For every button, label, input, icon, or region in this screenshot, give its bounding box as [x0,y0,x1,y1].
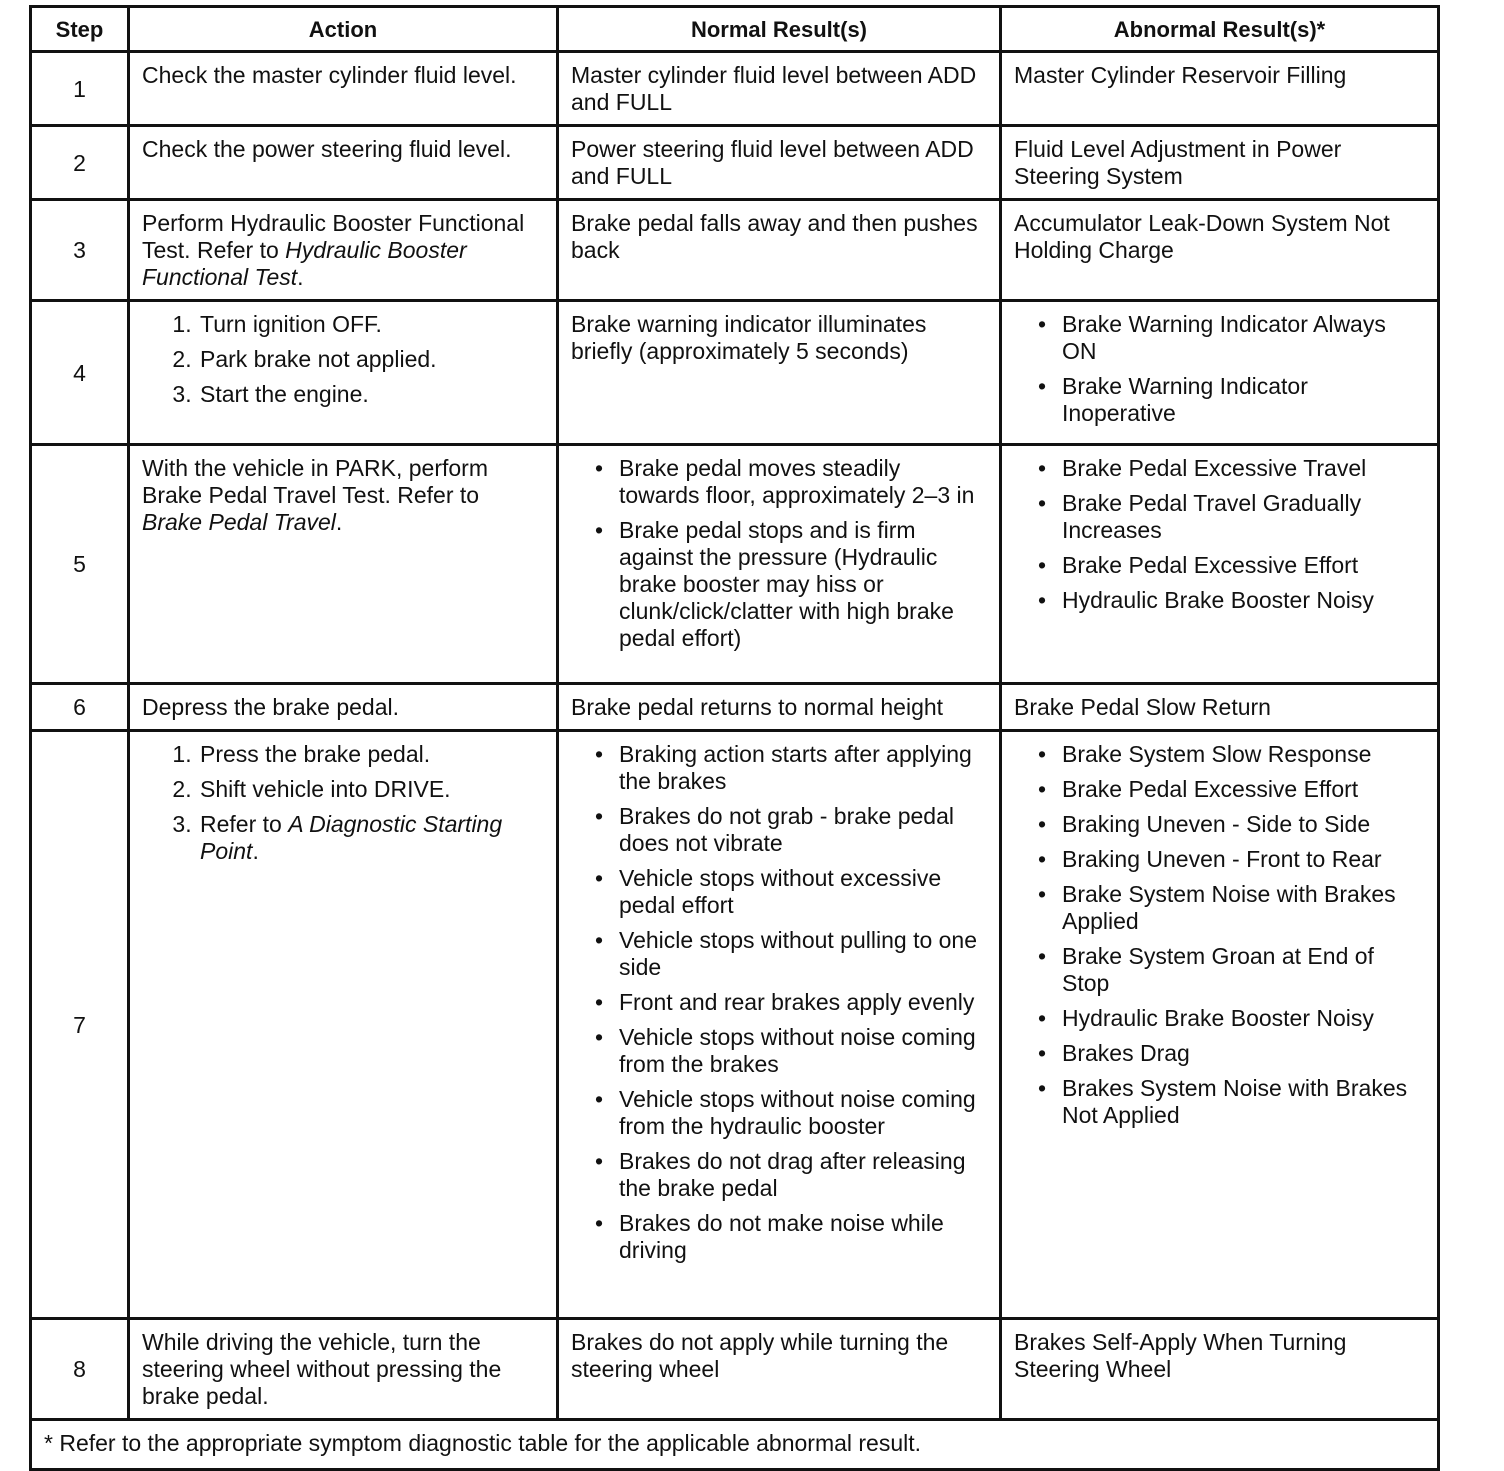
normal-result-cell: Brakes do not apply while turning the steering wheel [558,1319,1001,1420]
header-abnormal-results: Abnormal Result(s)* [1001,7,1439,52]
table-row [31,1319,1439,1420]
action-steps-list [142,311,544,408]
list-item [198,811,544,865]
table-row [31,445,1439,684]
abnormal-result-cell: Brakes Self-Apply When Turning Steering Wheel [1001,1319,1439,1420]
table-row [31,684,1439,731]
normal-result-cell: Brake warning indicator illuminates briefly (approximately 5 seconds) [558,301,1001,445]
action-text-end: . [297,264,304,290]
abnormal-list [1014,311,1425,427]
list-item-text: Refer to [200,811,289,837]
list-item: • Brakes Drag [1062,1040,1425,1067]
list-item: • Braking Uneven - Front to Rear [1062,846,1425,873]
step-number: 1 [31,52,129,126]
normal-result-cell [558,731,1001,1319]
step-number: 3 [31,200,129,301]
list-item: • Vehicle stops without noise coming from the brakes [619,1024,987,1078]
list-item: • Brake Pedal Excessive Effort [1062,776,1425,803]
footnote-row [31,1420,1439,1470]
list-item: • Brake System Slow Response [1062,741,1425,768]
normal-result-cell: Brake pedal returns to normal height [558,684,1001,731]
action-cell: While driving the vehicle, turn the steering wheel without pressing the brake pedal. [129,1319,558,1420]
list-item: • Hydraulic Brake Booster Noisy [1062,1005,1425,1032]
action-cell: Check the power steering fluid level. [129,126,558,200]
abnormal-result-cell: Accumulator Leak-Down System Not Holding Charge [1001,200,1439,301]
abnormal-result-cell: Master Cylinder Reservoir Filling [1001,52,1439,126]
action-reference: Hydraulic Booster Functional Test [142,237,467,290]
abnormal-list [1014,455,1425,614]
list-item: • Brake System Groan at End of Stop [1062,943,1425,997]
normal-result-cell: Power steering fluid level between ADD and FULL [558,126,1001,200]
table-row [31,200,1439,301]
normal-result-cell [558,445,1001,684]
list-item: 3. Start the engine. [198,381,544,408]
abnormal-result-cell: Brake Pedal Slow Return [1001,684,1439,731]
header-action: Action [129,7,558,52]
footnote: * Refer to the appropriate symptom diagnostic table for the applicable abnormal result. [31,1420,1439,1470]
action-cell [129,301,558,445]
list-item: • Brake System Noise with Brakes Applied [1062,881,1425,935]
abnormal-result-cell [1001,445,1439,684]
list-item: • Brake Pedal Travel Gradually Increases [1062,490,1425,544]
list-item: 1. Press the brake pedal. [198,741,544,768]
list-item: • Vehicle stops without noise coming from the hydraulic booster [619,1086,987,1140]
list-item: • Brake Pedal Excessive Travel [1062,455,1425,482]
abnormal-list [1014,741,1425,1129]
abnormal-result-cell [1001,301,1439,445]
table-row [31,731,1439,1319]
header-normal-results: Normal Result(s) [558,7,1001,52]
list-item: • Brake pedal moves steadily towards floor, approximately 2–3 in [619,455,987,509]
action-cell: Depress the brake pedal. [129,684,558,731]
list-item: • Braking action starts after applying the brakes [619,741,987,795]
list-item: • Brake Warning Indicator Inoperative [1062,373,1425,427]
step-number: 8 [31,1319,129,1420]
action-steps-list [142,741,544,865]
normal-list [571,455,987,652]
list-item: • Braking Uneven - Side to Side [1062,811,1425,838]
diagnostic-table [29,5,1440,1471]
action-cell [129,445,558,684]
list-item: • Brakes do not make noise while driving [619,1210,987,1264]
list-item: • Brake pedal stops and is firm against the pressure (Hydraulic brake booster may hiss or clunk/click/clatter with high brake pedal effort) [619,517,987,652]
list-item: • Vehicle stops without pulling to one side [619,927,987,981]
header-step: Step [31,7,129,52]
list-item: • Front and rear brakes apply evenly [619,989,987,1016]
step-number: 4 [31,301,129,445]
abnormal-result-cell: Fluid Level Adjustment in Power Steering System [1001,126,1439,200]
step-number: 6 [31,684,129,731]
list-item: 1. Turn ignition OFF. [198,311,544,338]
table-row [31,52,1439,126]
action-cell [129,731,558,1319]
list-item: 2. Shift vehicle into DRIVE. [198,776,544,803]
list-item: 2. Park brake not applied. [198,346,544,373]
list-item: • Brake Warning Indicator Always ON [1062,311,1425,365]
table-row [31,301,1439,445]
step-number: 7 [31,731,129,1319]
normal-result-cell: Brake pedal falls away and then pushes back [558,200,1001,301]
table-row [31,126,1439,200]
action-text: With the vehicle in PARK, perform Brake Pedal Travel Test. Refer to [142,455,488,508]
list-item: • Brakes do not grab - brake pedal does not vibrate [619,803,987,857]
action-reference: Brake Pedal Travel [142,509,336,535]
abnormal-result-cell [1001,731,1439,1319]
action-text: Perform Hydraulic Booster Functional Test. Refer to [142,210,525,263]
action-reference: A Diagnostic Starting Point [200,811,503,864]
step-number: 2 [31,126,129,200]
list-item-text-end: . [252,838,259,864]
step-number: 5 [31,445,129,684]
list-item: • Brakes do not drag after releasing the brake pedal [619,1148,987,1202]
header-row [31,7,1439,52]
list-item: • Vehicle stops without excessive pedal effort [619,865,987,919]
action-cell: Check the master cylinder fluid level. [129,52,558,126]
list-item: • Brake Pedal Excessive Effort [1062,552,1425,579]
normal-list [571,741,987,1264]
list-item: • Brakes System Noise with Brakes Not Applied [1062,1075,1425,1129]
list-item: • Hydraulic Brake Booster Noisy [1062,587,1425,614]
action-text-end: . [335,509,343,535]
normal-result-cell: Master cylinder fluid level between ADD and FULL [558,52,1001,126]
action-cell [129,200,558,301]
